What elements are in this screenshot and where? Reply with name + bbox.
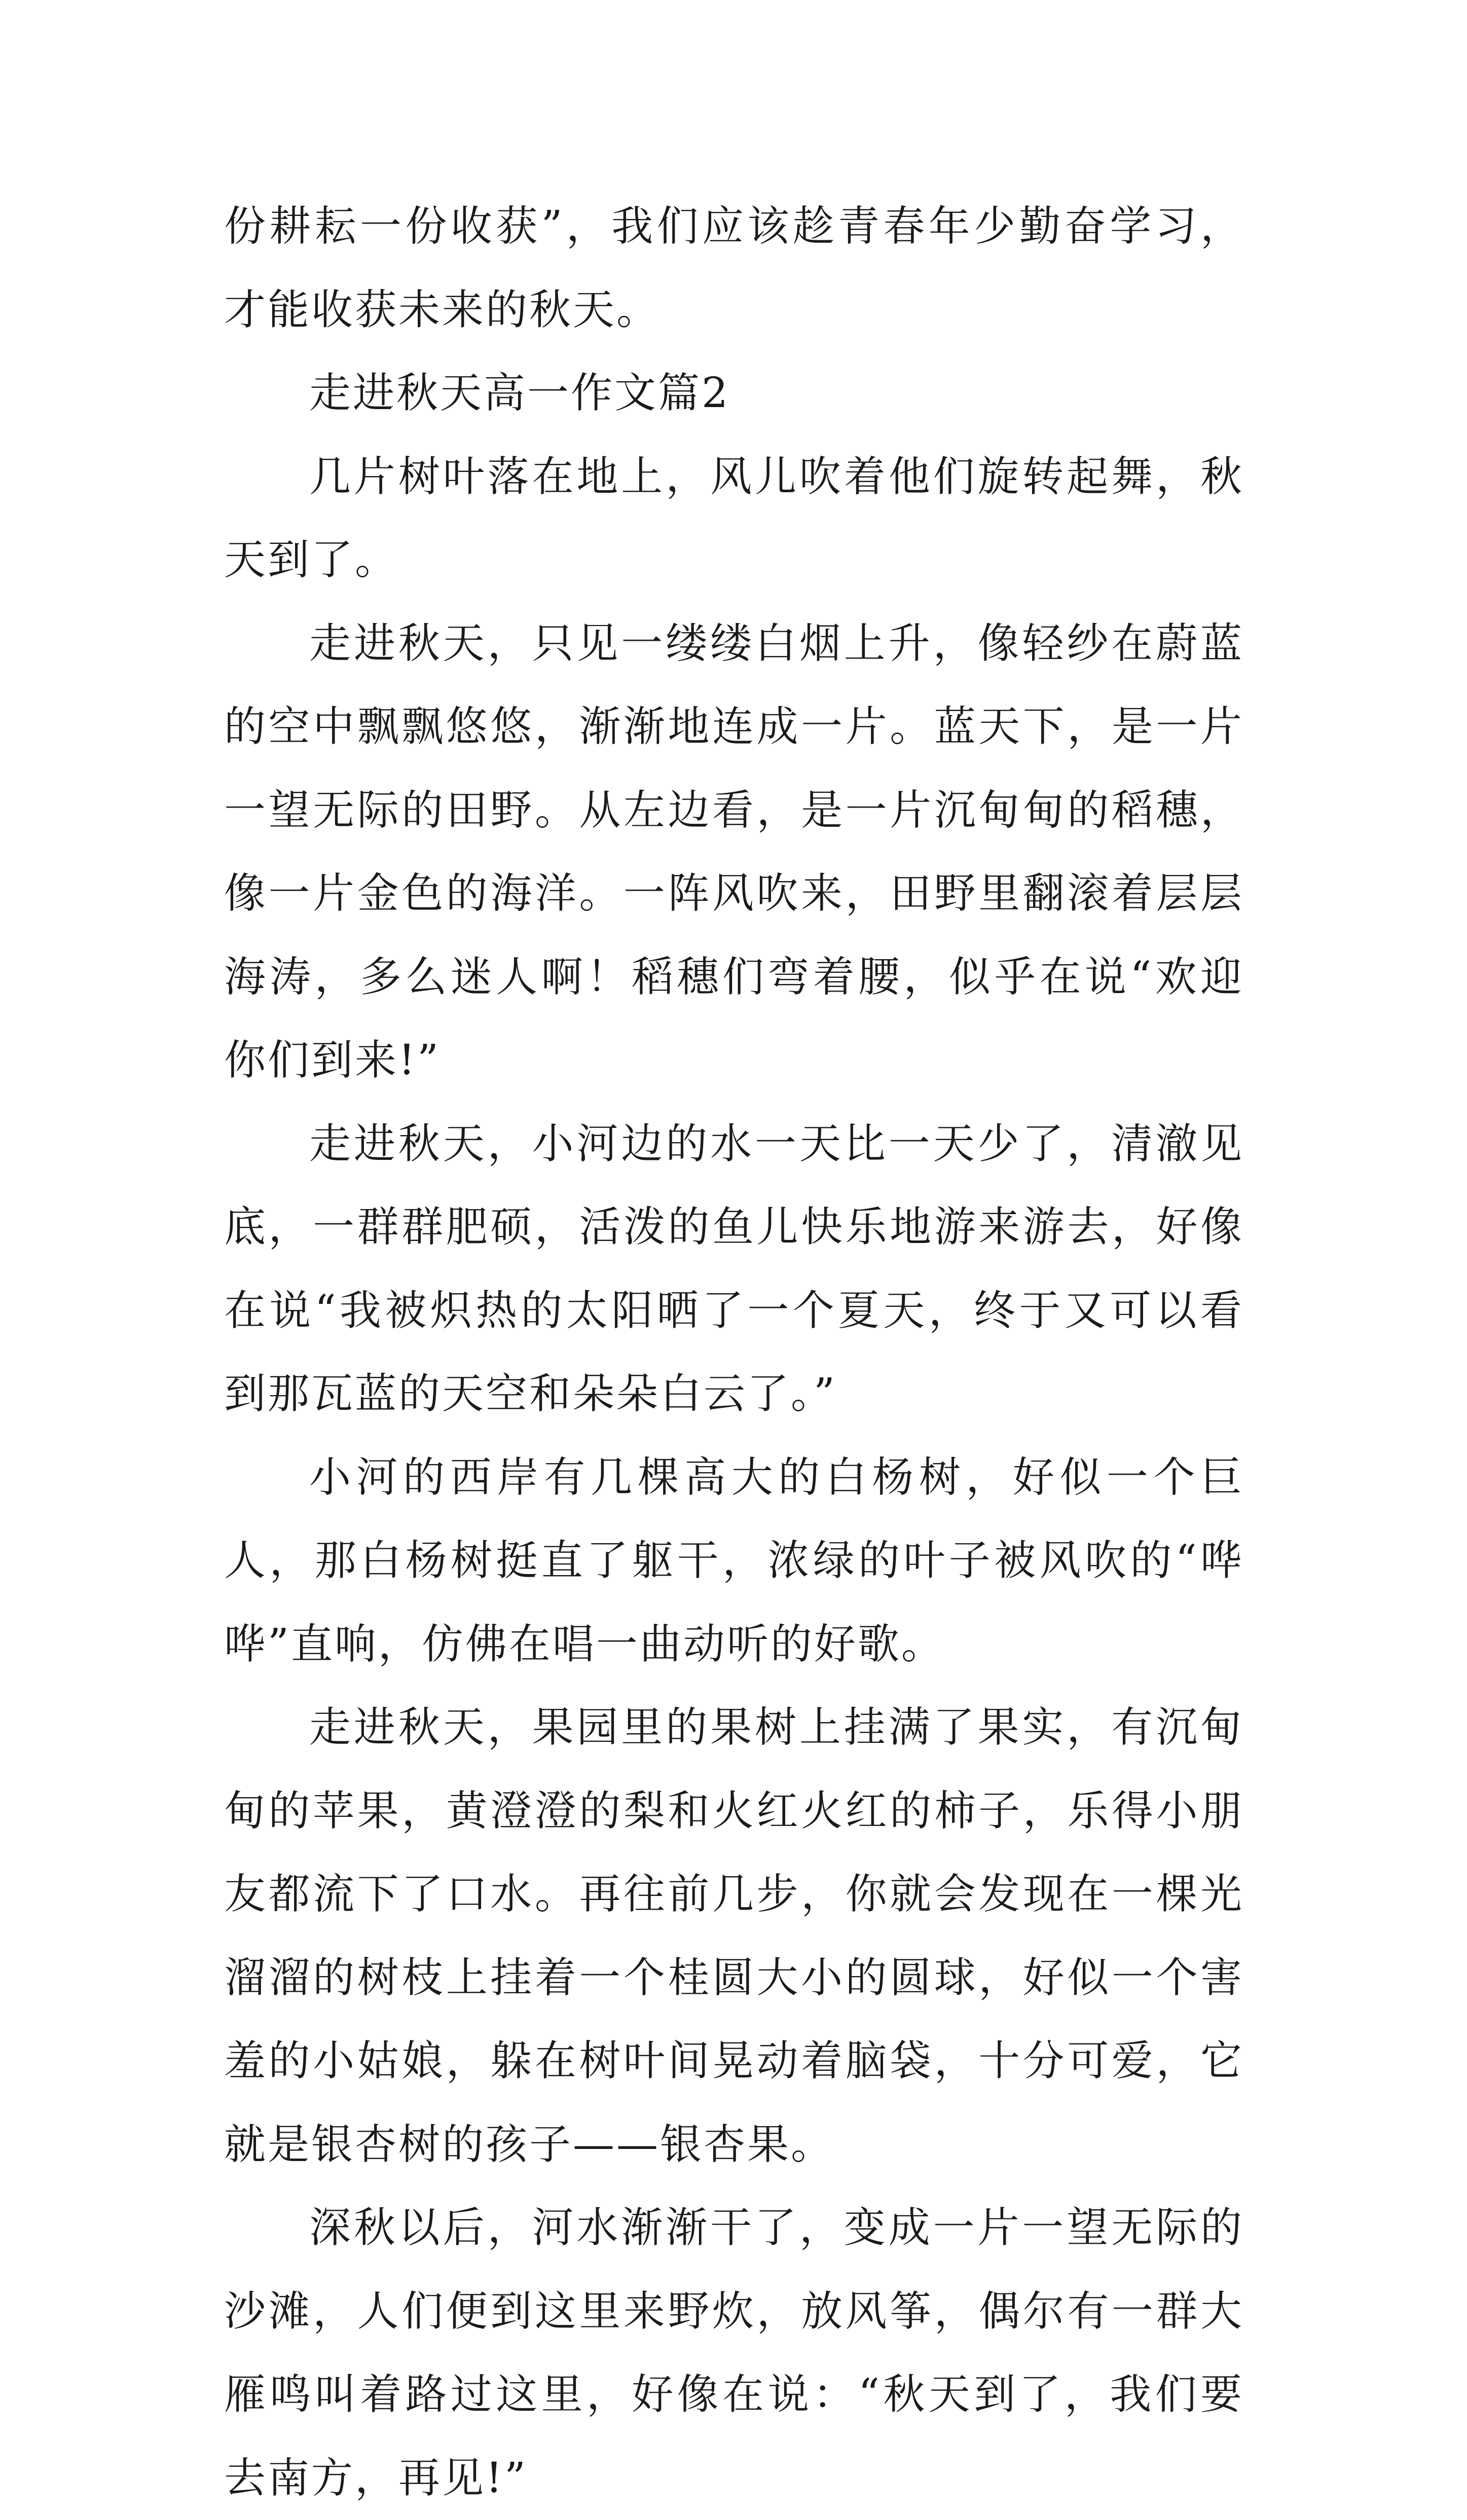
section-heading: 走进秋天高一作文篇2 bbox=[309, 369, 730, 417]
paragraph: 小河的西岸有几棵高大的白杨树，好似一个巨人，那白杨树挺直了躯干，浓绿的叶子被风吹的“哗哗”直响，仿佛在唱一曲动听的好歌。 bbox=[224, 1453, 1244, 1668]
paragraph: 走进秋天，只见一缕缕白烟上升，像轻纱在蔚蓝的空中飘飘悠悠，渐渐地连成一片。蓝天下，是一片一望无际的田野。从左边看，是一片沉甸甸的稻穗，像一片金色的海洋。一阵风吹来，田野里翻滚着层层海涛，多么迷人啊！稻穗们弯着腰，似乎在说“欢迎你们到来!” bbox=[224, 619, 1244, 1084]
paragraph-continuation: 份耕耘一份收获”，我们应该趁青春年少勤奋学习，才能收获未来的秋天。 bbox=[224, 202, 1244, 334]
paragraph: 深秋以后，河水渐渐干了，变成一片一望无际的沙滩，人们便到这里来野炊，放风筝，偶尔有一群大雁鸣叫着路过这里，好像在说：“秋天到了，我们要去南方，再见!” bbox=[224, 2204, 1244, 2502]
document-body bbox=[224, 185, 1244, 2520]
paragraph: 走进秋天，果园里的果树上挂满了果实，有沉甸甸的苹果，黄澄澄的梨和火红火红的柿子，乐得小朋友都流下了口水。再往前几步，你就会发现在一棵光溜溜的树枝上挂着一个桂圆大小的圆球，好似一个害羞的小姑娘，躲在树叶间晃动着脑袋，十分可爱，它就是银杏树的孩子——银杏果。 bbox=[224, 1703, 1244, 2169]
paragraph: 几片树叶落在地上，风儿吹着他们旋转起舞，秋天到了。 bbox=[224, 452, 1244, 584]
paragraph: 走进秋天，小河边的水一天比一天少了，清澈见底，一群群肥硕，活泼的鱼儿快乐地游来游去，好像在说“我被炽热的太阳晒了一个夏天，终于又可以看到那瓦蓝的天空和朵朵白云了。” bbox=[224, 1119, 1244, 1418]
